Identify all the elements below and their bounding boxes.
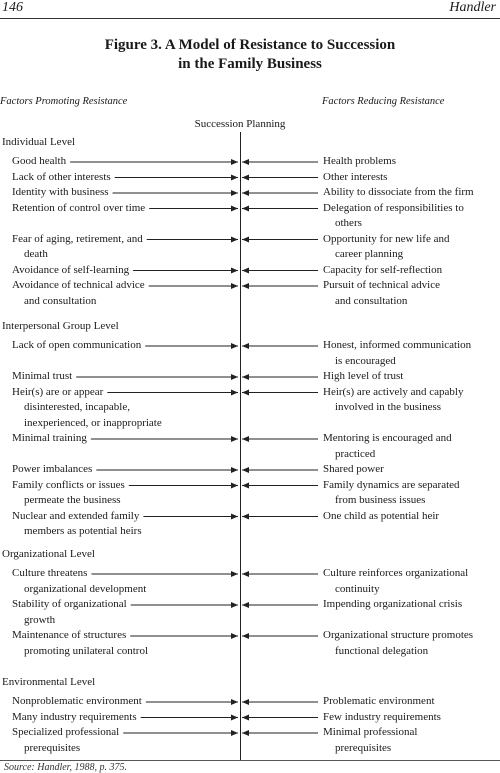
level-heading: Individual Level <box>2 136 76 148</box>
reducing-factor-line: others <box>335 217 362 229</box>
promoting-factor-line: permeate the business <box>24 494 121 506</box>
promoting-factor-line: Minimal trust <box>12 370 73 382</box>
promoting-factor <box>12 385 162 432</box>
reducing-factor-line: Delegation of responsibilities to <box>323 201 464 214</box>
promoting-factor <box>12 201 145 217</box>
promoting-arrowhead <box>231 602 238 608</box>
reducing-factor <box>323 725 417 756</box>
promoting-arrowhead <box>231 436 238 442</box>
reducing-arrowhead <box>242 699 249 705</box>
promoting-factor-line: Good health <box>12 155 67 167</box>
reducing-arrowhead <box>242 571 249 577</box>
reducing-factor <box>323 478 460 509</box>
reducing-arrowhead <box>242 206 249 212</box>
reducing-factor-line: functional delegation <box>335 644 429 657</box>
promoting-factor-line: members as potential heirs <box>24 525 142 537</box>
promoting-arrowhead <box>231 343 238 349</box>
reducing-arrowhead <box>242 268 249 274</box>
promoting-factor <box>12 338 141 354</box>
promoting-factor-line: Identity with business <box>12 186 109 198</box>
reducing-factor-line: Honest, informed communication <box>323 339 472 351</box>
reducing-factor-line: Minimal professional <box>323 726 418 738</box>
promoting-factor-line: Family conflicts or issues <box>12 478 125 491</box>
promoting-factor-line: Culture threatens <box>12 567 88 579</box>
promoting-factor <box>12 597 127 628</box>
reducing-factor <box>323 185 474 201</box>
reducing-factor-line: Health problems <box>323 155 397 167</box>
promoting-factor <box>12 232 143 263</box>
promoting-factor-line: Avoidance of technical advice <box>12 279 145 291</box>
reducing-factor <box>323 710 441 726</box>
reducing-factor-line: Shared power <box>323 463 384 475</box>
promoting-arrowhead <box>231 730 238 736</box>
reducing-factor <box>323 431 452 462</box>
promoting-factor <box>12 509 142 540</box>
promoting-factor-line: growth <box>24 613 56 626</box>
reducing-factor <box>323 278 440 309</box>
reducing-factor-line: One child as potential heir <box>323 509 440 522</box>
promoting-factor-line: Fear of aging, retirement, and <box>12 232 143 245</box>
reducing-factor-line: Opportunity for new life and <box>323 232 450 245</box>
reducing-factor <box>323 338 471 369</box>
reducing-factor <box>323 232 449 263</box>
promoting-arrowhead <box>231 206 238 212</box>
reducing-factor-line: from business issues <box>335 494 426 506</box>
reducing-arrowhead <box>242 467 249 473</box>
promoting-factor-line: disinterested, incapable, <box>24 401 130 413</box>
promoting-arrowhead <box>231 514 238 520</box>
reducing-arrowhead <box>242 633 249 639</box>
reducing-factor-line: career planning <box>335 248 404 260</box>
promoting-factor <box>12 725 119 756</box>
promoting-factor <box>12 369 72 385</box>
reducing-factor <box>323 170 387 186</box>
reducing-arrowhead <box>242 730 249 736</box>
reducing-factor <box>323 385 463 416</box>
promoting-arrowhead <box>231 237 238 243</box>
left-column-heading: Factors Promoting Resistance <box>0 96 128 107</box>
level-heading: Environmental Level <box>2 676 96 688</box>
promoting-factor <box>12 278 145 309</box>
right-column-heading: Factors Reducing Resistance <box>322 96 445 107</box>
promoting-factor <box>12 462 92 478</box>
promoting-factor-line: and consultation <box>24 294 97 307</box>
level-heading: Organizational Level <box>2 548 95 560</box>
reducing-arrowhead <box>242 715 249 721</box>
promoting-factor <box>12 710 137 726</box>
promoting-factor-line: inexperienced, or inappropriate <box>24 416 162 429</box>
reducing-factor-line: Mentoring is encouraged and <box>323 432 452 444</box>
promoting-factor <box>12 431 87 447</box>
promoting-factor-line: Power imbalances <box>12 463 93 475</box>
figure-title-line-2: in the Family Business <box>178 56 322 72</box>
reducing-arrowhead <box>242 283 249 289</box>
reducing-factor <box>323 201 464 232</box>
reducing-arrowhead <box>242 175 249 181</box>
promoting-factor-line: Minimal training <box>12 432 87 444</box>
reducing-factor <box>323 263 442 279</box>
reducing-arrowhead <box>242 602 249 608</box>
promoting-factor-line: promoting unilateral control <box>24 644 149 657</box>
page-number: 146 <box>2 0 23 15</box>
reducing-factor-line: Problematic environment <box>323 695 435 707</box>
reducing-factor <box>323 566 468 597</box>
footer-rule <box>0 760 500 761</box>
reducing-factor-line: Other interests <box>323 170 388 183</box>
reducing-factor <box>323 694 435 710</box>
reducing-factor <box>323 509 439 525</box>
reducing-factor-line: Ability to dissociate from the firm <box>323 186 474 198</box>
reducing-factor <box>323 462 384 478</box>
promoting-arrowhead <box>231 699 238 705</box>
source-note: Source: Handler, 1988, p. 375. <box>4 762 127 773</box>
promoting-factor-line: Nonproblematic environment <box>12 695 142 707</box>
reducing-factor-line: is encouraged <box>335 354 396 367</box>
reducing-factor <box>323 597 462 613</box>
promoting-factor-line: Lack of open communication <box>12 339 142 351</box>
reducing-arrowhead <box>242 390 249 396</box>
reducing-factor <box>323 628 473 659</box>
promoting-arrowhead <box>231 268 238 274</box>
promoting-factor-line: Retention of control over time <box>12 201 146 214</box>
reducing-factor-line: practiced <box>335 447 376 460</box>
reducing-arrowhead <box>242 374 249 380</box>
reducing-factor-line: and consultation <box>335 294 408 307</box>
promoting-arrowhead <box>231 715 238 721</box>
reducing-factor-line: involved in the business <box>335 401 442 413</box>
promoting-arrowhead <box>231 283 238 289</box>
reducing-factor-line: prerequisites <box>335 741 392 754</box>
reducing-factor <box>323 369 403 385</box>
promoting-factor-line: organizational development <box>24 582 147 595</box>
promoting-factor-line: Lack of other interests <box>12 170 111 183</box>
promoting-factor <box>12 478 125 509</box>
reducing-factor-line: continuity <box>335 582 380 595</box>
reducing-factor-line: High level of trust <box>323 370 404 382</box>
promoting-arrowhead <box>231 159 238 165</box>
promoting-arrowhead <box>231 374 238 380</box>
figure-title-line-1: Figure 3. A Model of Resistance to Succession <box>104 37 396 53</box>
promoting-arrowhead <box>231 190 238 196</box>
center-heading: Succession Planning <box>194 118 286 130</box>
reducing-factor-line: Heir(s) are actively and capably <box>323 385 464 398</box>
promoting-arrowhead <box>231 175 238 181</box>
promoting-factor <box>12 566 146 597</box>
level-heading: Interpersonal Group Level <box>2 320 119 332</box>
promoting-factor-line: Maintenance of structures <box>12 629 127 641</box>
reducing-factor-line: Family dynamics are separated <box>323 478 460 491</box>
reducing-factor-line: Organizational structure promotes <box>323 629 474 641</box>
promoting-factor-line: Many industry requirements <box>12 710 137 723</box>
reducing-factor-line: Capacity for self-reflection <box>323 263 443 276</box>
reducing-arrowhead <box>242 237 249 243</box>
promoting-factor-line: prerequisites <box>24 741 81 754</box>
reducing-factor-line: Pursuit of technical advice <box>323 279 440 291</box>
promoting-arrowhead <box>231 633 238 639</box>
reducing-arrowhead <box>242 514 249 520</box>
promoting-factor <box>12 154 66 170</box>
promoting-factor-line: Nuclear and extended family <box>12 509 140 522</box>
promoting-arrowhead <box>231 483 238 489</box>
promoting-factor <box>12 185 109 201</box>
promoting-factor-line: Avoidance of self-learning <box>12 263 130 276</box>
promoting-arrowhead <box>231 571 238 577</box>
reducing-arrowhead <box>242 190 249 196</box>
reducing-arrowhead <box>242 159 249 165</box>
promoting-factor-line: Stability of organizational <box>12 598 127 610</box>
reducing-factor-line: Impending organizational crisis <box>323 598 463 610</box>
promoting-factor <box>12 170 111 186</box>
promoting-factor-line: Heir(s) are or appear <box>12 385 104 398</box>
reducing-arrowhead <box>242 343 249 349</box>
promoting-factor <box>12 694 142 710</box>
promoting-factor <box>12 263 129 279</box>
promoting-factor-line: Specialized professional <box>12 726 120 738</box>
promoting-factor-line: death <box>24 248 48 260</box>
promoting-arrowhead <box>231 467 238 473</box>
reducing-arrowhead <box>242 436 249 442</box>
reducing-factor <box>323 154 396 170</box>
running-head: Handler <box>449 0 496 15</box>
promoting-arrowhead <box>231 390 238 396</box>
reducing-factor-line: Few industry requirements <box>323 710 441 723</box>
reducing-factor-line: Culture reinforces organizational <box>323 567 469 579</box>
promoting-factor <box>12 628 148 659</box>
reducing-arrowhead <box>242 483 249 489</box>
